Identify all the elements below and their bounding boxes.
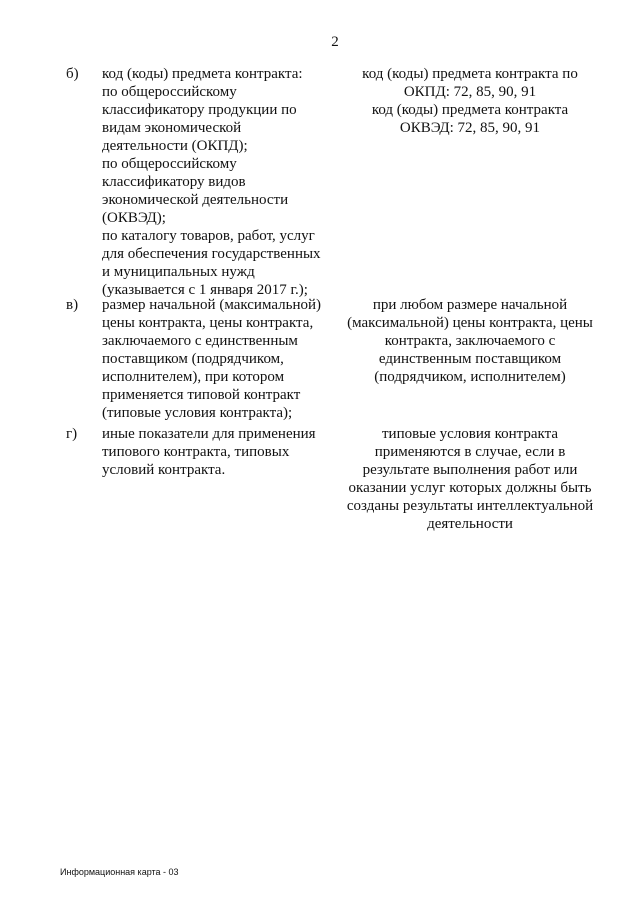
- item-value: [340, 296, 600, 386]
- value-line: (подрядчиком, исполнителем): [374, 369, 566, 385]
- description-line: для обеспечения государственных: [102, 246, 321, 262]
- description-line: размер начальной (максимальной): [102, 297, 322, 313]
- description-line: применяется типовой контракт: [102, 387, 301, 403]
- value-line: применяются в случае, если в: [374, 444, 566, 460]
- item-marker: в): [66, 297, 79, 313]
- item-description: [102, 425, 334, 479]
- item-marker: б): [66, 66, 79, 82]
- value-line: код (коды) предмета контракта по: [362, 66, 578, 82]
- page-number: 2: [331, 34, 339, 50]
- item-marker: г): [66, 426, 78, 442]
- value-line: при любом размере начальной: [372, 297, 568, 313]
- description-line: заключаемого с единственным: [102, 333, 298, 349]
- description-line: иные показатели для применения: [102, 426, 316, 442]
- description-line: (ОКВЭД);: [102, 210, 166, 226]
- description-line: (типовые условия контракта);: [102, 405, 293, 421]
- value-line: созданы результаты интеллектуальной: [346, 498, 594, 514]
- value-line: ОКПД: 72, 85, 90, 91: [403, 84, 537, 100]
- description-line: по общероссийскому: [102, 156, 237, 172]
- description-line: цены контракта, цены контракта,: [102, 315, 314, 331]
- value-line: типовые условия контракта: [381, 426, 558, 442]
- page-footer: Информационная карта - 03: [60, 867, 179, 877]
- value-line: ОКВЭД: 72, 85, 90, 91: [399, 120, 541, 136]
- value-line: код (коды) предмета контракта: [371, 102, 569, 118]
- description-line: (указывается с 1 января 2017 г.);: [102, 282, 308, 298]
- item-value: [340, 425, 600, 533]
- description-line: классификатору продукции по: [102, 102, 297, 118]
- item-description: [102, 65, 334, 299]
- description-line: типового контракта, типовых: [102, 444, 290, 460]
- description-line: видам экономической: [102, 120, 242, 136]
- description-line: исполнителем), при котором: [102, 369, 285, 385]
- description-line: код (коды) предмета контракта:: [102, 66, 303, 82]
- value-line: контракта, заключаемого с: [384, 333, 556, 349]
- description-line: по каталогу товаров, работ, услуг: [102, 228, 315, 244]
- description-line: условий контракта.: [102, 462, 226, 478]
- item-value: [340, 65, 600, 137]
- value-line: результате выполнения работ или: [362, 462, 578, 478]
- description-line: по общероссийскому: [102, 84, 237, 100]
- description-line: деятельности (ОКПД);: [102, 138, 248, 154]
- value-line: деятельности: [427, 516, 513, 532]
- value-line: оказании услуг которых должны быть: [348, 480, 592, 496]
- value-line: единственным поставщиком: [378, 351, 562, 367]
- item-description: [102, 296, 334, 422]
- description-line: и муниципальных нужд: [102, 264, 255, 280]
- description-line: классификатору видов: [102, 174, 246, 190]
- description-line: экономической деятельности: [102, 192, 289, 208]
- value-line: (максимальной) цены контракта, цены: [347, 315, 593, 331]
- description-line: поставщиком (подрядчиком,: [102, 351, 284, 367]
